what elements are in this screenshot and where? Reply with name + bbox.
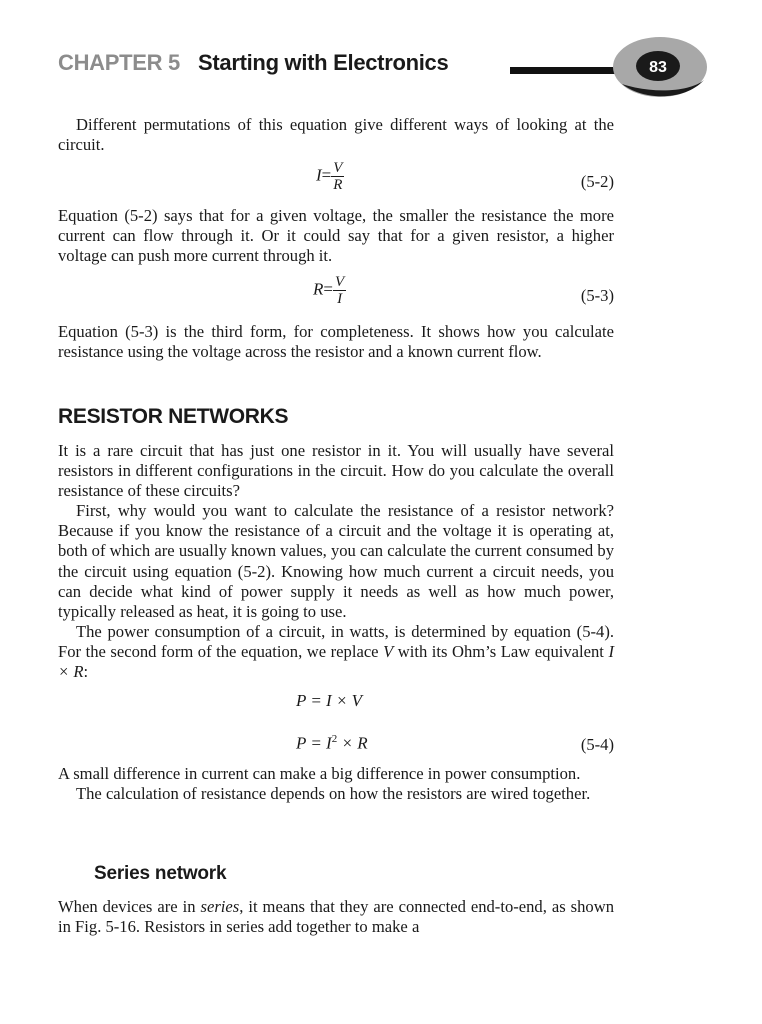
eq3-denominator: I	[333, 290, 346, 307]
series-text-b: , it means that they are connected end-to-end, as shown in Fig. 5-16. Resistors in series add together to make a	[58, 897, 615, 937]
page-number-badge	[612, 36, 708, 98]
intro-paragraph: Different permutations of this equation give different ways of looking at the circuit.	[58, 115, 614, 155]
chapter-label: CHAPTER 5	[58, 50, 180, 75]
rn3-text-a: The power consumption of a circuit, in watts, is determined by equation (5-4). For the second form of the equation, we replace	[58, 622, 614, 662]
equation-5-2	[316, 160, 344, 193]
eq3-fraction	[333, 274, 346, 307]
heading-resistor-networks: RESISTOR NETWORKS	[58, 405, 289, 428]
rn3-text-b: with its Ohm’s Law equivalent	[393, 642, 609, 662]
heading-series-network: Series network	[94, 863, 227, 884]
page-number: 83	[649, 59, 667, 76]
eq2-denominator: R	[333, 177, 343, 193]
rn3-text-c: :	[83, 662, 89, 682]
eq2-fraction	[331, 160, 344, 193]
paragraph-after-1: A small difference in current can make a big difference in power consumption.	[58, 764, 581, 783]
rn3-v: V	[383, 642, 394, 662]
paragraph-rn-2: First, why would you want to calculate the resistance of a resistor network? Because if you know the resistance of a circuit and the voltage it is operating at, both of which are usually known values, you can calculate the current consumed by the circuit using equation (5-2). Knowing how much current a circuit needs, you can decide what kind of power supply it needs as well as how much power, typically released as heat, it is going to use.	[58, 501, 614, 622]
paragraph-rn-3	[58, 622, 614, 683]
eq2-lhs: I	[316, 165, 322, 185]
equation-power-a: P = I × V	[296, 691, 363, 710]
paragraph-series	[58, 897, 614, 937]
eq3-lhs: R	[313, 279, 324, 299]
equation-number-5-2: (5-2)	[580, 172, 614, 191]
equation-number-5-3: (5-3)	[580, 286, 614, 305]
chapter-header	[58, 50, 448, 76]
rn3-ir: I × R	[58, 642, 614, 682]
paragraph-rn-1: It is a rare circuit that has just one resistor in it. You will usually have several resistors in different configurations in the circuit. How do you calculate the overall resistance of these circuits?	[58, 441, 614, 501]
equation-number-5-4: (5-4)	[580, 735, 614, 754]
eq3-numerator: V	[334, 274, 345, 290]
eq4b-lhs: P = I	[296, 733, 332, 753]
chapter-title: Starting with Electronics	[198, 50, 449, 75]
paragraph-eq2: Equation (5-2) says that for a given voltage, the smaller the resistance the more current can flow through it. Or it could say that for a given resistor, a higher voltage can push more current through it.	[58, 206, 614, 266]
series-emphasis: series	[200, 897, 240, 916]
paragraph-eq3: Equation (5-3) is the third form, for completeness. It shows how you calculate resistance using the voltage across the resistor and a known current flow.	[58, 322, 614, 362]
eq3-equals: =	[323, 279, 333, 299]
equation-5-3	[313, 274, 346, 307]
paragraph-after-2: The calculation of resistance depends on how the resistors are wired together.	[76, 784, 591, 803]
eq2-equals: =	[321, 165, 332, 185]
series-text-a: When devices are in	[58, 897, 201, 916]
eq2-numerator: V	[333, 160, 343, 176]
eq4b-rhs: × R	[337, 733, 368, 753]
eq4b-exponent: 2	[331, 733, 338, 745]
equation-5-4	[296, 733, 368, 754]
